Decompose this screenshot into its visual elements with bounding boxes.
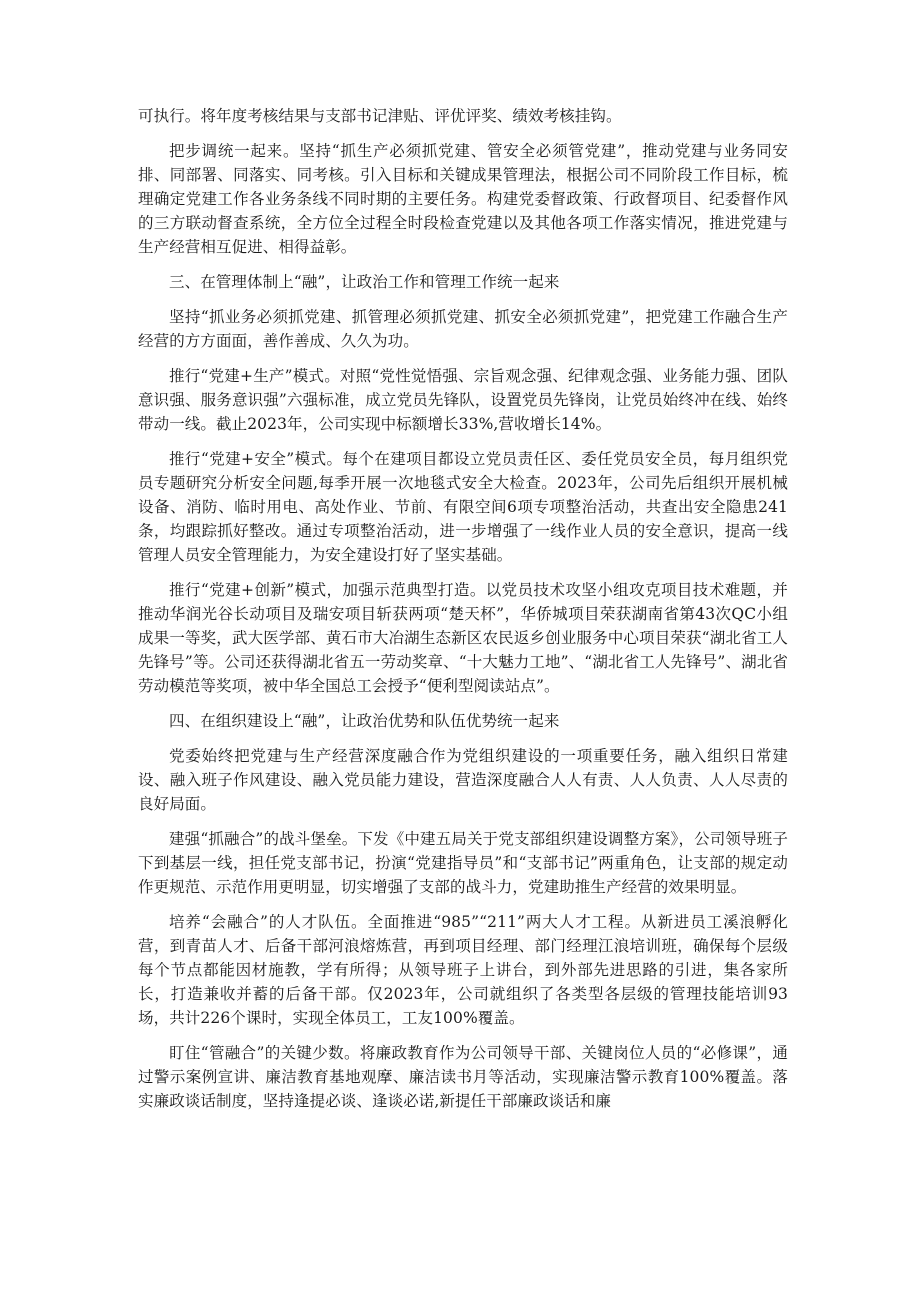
paragraph-section-4-intro: 党委始终把党建与生产经营深度融合作为党组织建设的一项重要任务，融入组织日常建设、融入班子作风建设、融入党员能力建设，营造深度融合人人有责、人人负责、人人尽责的良好局面。 <box>138 747 788 813</box>
section-heading-4: 四、在组织建设上“融”，让政治优势和队伍优势统一起来 <box>169 712 560 730</box>
paragraph-continuation: 可执行。将年度考核结果与支部书记津贴、评优评奖、绩效考核挂钩。 <box>138 107 622 125</box>
paragraph-fighting-fortress: 建强“抓融合”的战斗堡垒。下发《中建五局关于党支部组织建设调整方案》，公司领导班子下到基层一线，担任党支部书记，扮演“党建指导员”和“支部书记”两重角色，让支部的规定动作更规范、示范作用更明显，切实增强了支部的战斗力，党建助推生产经营的效果明显。 <box>138 830 788 896</box>
section-heading-3: 三、在管理体制上“融”，让政治工作和管理工作统一起来 <box>169 273 560 291</box>
paragraph-party-innovation: 推行“党建+创新”模式，加强示范典型打造。以党员技术攻坚小组攻克项目技术难题，并推动华润光谷长动项目及瑞安项目斩获两项“楚天杯”，华侨城项目荣获湖南省第43次QC小组成果一等奖，武大医学部、黄石市大冶湖生态新区农民返乡创业服务中心项目荣获“湖北省工人先锋号”等。公司还获得湖北省五一劳动奖章、“十大魅力工地”、“湖北省工人先锋号”、湖北省劳动模范等奖项，被中华全国总工会授予“便利型阅读站点”。 <box>138 581 788 695</box>
paragraph-talent-team: 培养“会融合”的人才队伍。全面推进“985”“211”两大人才工程。从新进员工溪浪孵化营，到青苗人才、后备干部河浪熔炼营，再到项目经理、部门经理江浪培训班，确保每个层级每个节点都能因材施教，学有所得；从领导班子上讲台，到外部先进思路的引进，集各家所长，打造兼收并蓄的后备干部。仅2023年，公司就组织了各类型各层级的管理技能培训93场，共计226个课时，实现全体员工，工友100%覆盖。 <box>138 913 788 1027</box>
paragraph-party-production: 推行“党建+生产”模式。对照“党性觉悟强、宗旨观念强、纪律观念强、业务能力强、团队意识强、服务意识强”六强标准，成立党员先锋队，设置党员先锋岗，让党员始终冲在线、始终带动一线。截止2023年，公司实现中标额增长33%,营收增长14%。 <box>138 367 788 433</box>
paragraph-step-unity: 把步调统一起来。坚持“抓生产必须抓党建、管安全必须管党建”，推动党建与业务同安排、同部署、同落实、同考核。引入目标和关键成果管理法，根据公司不同阶段工作目标，梳理确定党建工作各业务条线不同时期的主要任务。构建党委督政策、行政督项目、纪委督作风的三方联动督查系统，全方位全过程全时段检查党建以及其他各项工作落实情况，推进党建与生产经营相互促进、相得益彰。 <box>138 142 788 256</box>
paragraph-key-minority: 盯住“管融合”的关键少数。将廉政教育作为公司领导干部、关键岗位人员的“必修课”，通过警示案例宣讲、廉洁教育基地观摩、廉洁读书月等活动，实现廉洁警示教育100%覆盖。落实廉政谈话制度，坚持逢提必谈、逢谈必诺,新提任干部廉政谈话和廉 <box>138 1044 788 1110</box>
paragraph-party-safety: 推行“党建+安全”模式。每个在建项目都设立党员责任区、委任党员安全员，每月组织党员专题研究分析安全问题,每季开展一次地毯式安全大检查。2023年，公司先后组织开展机械设备、消防、临时用电、高处作业、节前、有限空间6项专项整治活动，共查出安全隐患241条，均跟踪抓好整改。通过专项整治活动，进一步增强了一线作业人员的安全意识，提高一线管理人员安全管理能力，为安全建设打好了坚实基础。 <box>138 450 788 564</box>
document-body <box>138 104 788 1124</box>
paragraph-section-3-intro: 坚持“抓业务必须抓党建、抓管理必须抓党建、抓安全必须抓党建”，把党建工作融合生产经营的方方面面，善作善成、久久为功。 <box>138 308 788 350</box>
